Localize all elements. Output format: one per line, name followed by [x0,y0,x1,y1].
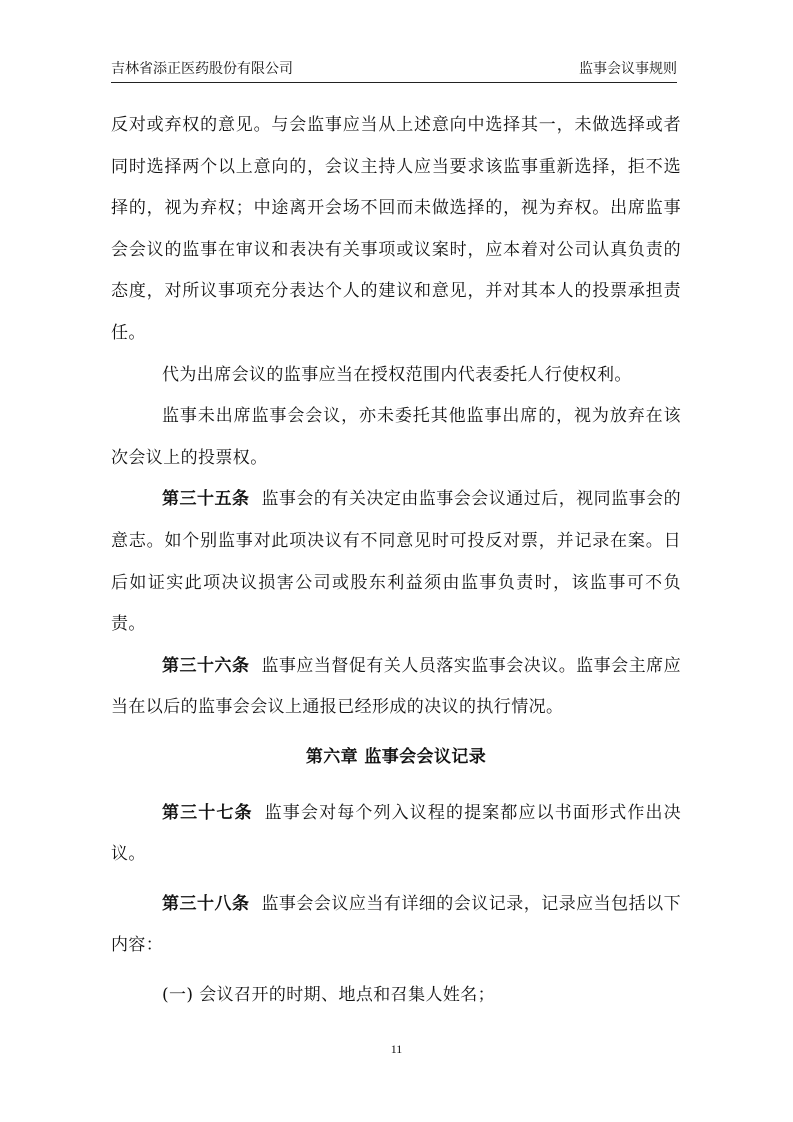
list-item-1: (一) 会议召开的时期、地点和召集人姓名； [162,984,496,1005]
article-38-text: 监事会会议应当有详细的会议记录，记录应当包括以下内容： [111,893,681,956]
header-company-name: 吉林省添正医药股份有限公司 [111,61,293,77]
article-37-title: 第三十七条 [162,802,253,823]
paragraph-absence-waiver: 监事未出席监事会会议，亦未委托其他监事出席的，视为放弃在该次会议上的投票权。 [111,406,681,468]
article-35-text: 监事会的有关决定由监事会会议通过后，视同监事会的意志。如个别监事对此项决议有不同意见时可投反对票，并记录在案。日后如证实此项决议损害公司或股东利益须由监事负责时，该监事可不负责。 [111,489,681,635]
article-37 [111,793,681,876]
article-35 [111,479,681,645]
header-document-title: 监事会议事规则 [579,61,677,77]
document-body [111,105,681,1016]
article-36-text: 监事应当督促有关人员落实监事会决议。监事会主席应当在以后的监事会会议上通报已经形成的决议的执行情况。 [111,655,681,718]
paragraph-proxy-attendance: 代为出席会议的监事应当在授权范围内代表委托人行使权利。 [162,364,632,385]
page-header [111,60,677,83]
article-35-title: 第三十五条 [162,489,250,510]
article-36 [111,646,681,729]
article-38 [111,884,681,967]
paragraph-voting-continuation: 反对或弃权的意见。与会监事应当从上述意向中选择其一，未做选择或者同时选择两个以上意向的，会议主持人应当要求该监事重新选择，拒不选择的，视为弃权；中途离开会场不回而未做选择的，视为弃权。出席监事会会议的监事在审议和表决有关事项或议案时，应本着对公司认真负责的态度，对所议事项充分表达个人的建议和意见，并对其本人的投票承担责任。 [111,115,681,343]
page-number: 11 [390,1042,403,1056]
chapter-6-heading: 第六章 监事会会议记录 [305,746,487,767]
article-37-text: 监事会对每个列入议程的提案都应以书面形式作出决议。 [111,802,682,865]
article-38-title: 第三十八条 [162,893,250,914]
article-36-title: 第三十六条 [162,655,250,676]
